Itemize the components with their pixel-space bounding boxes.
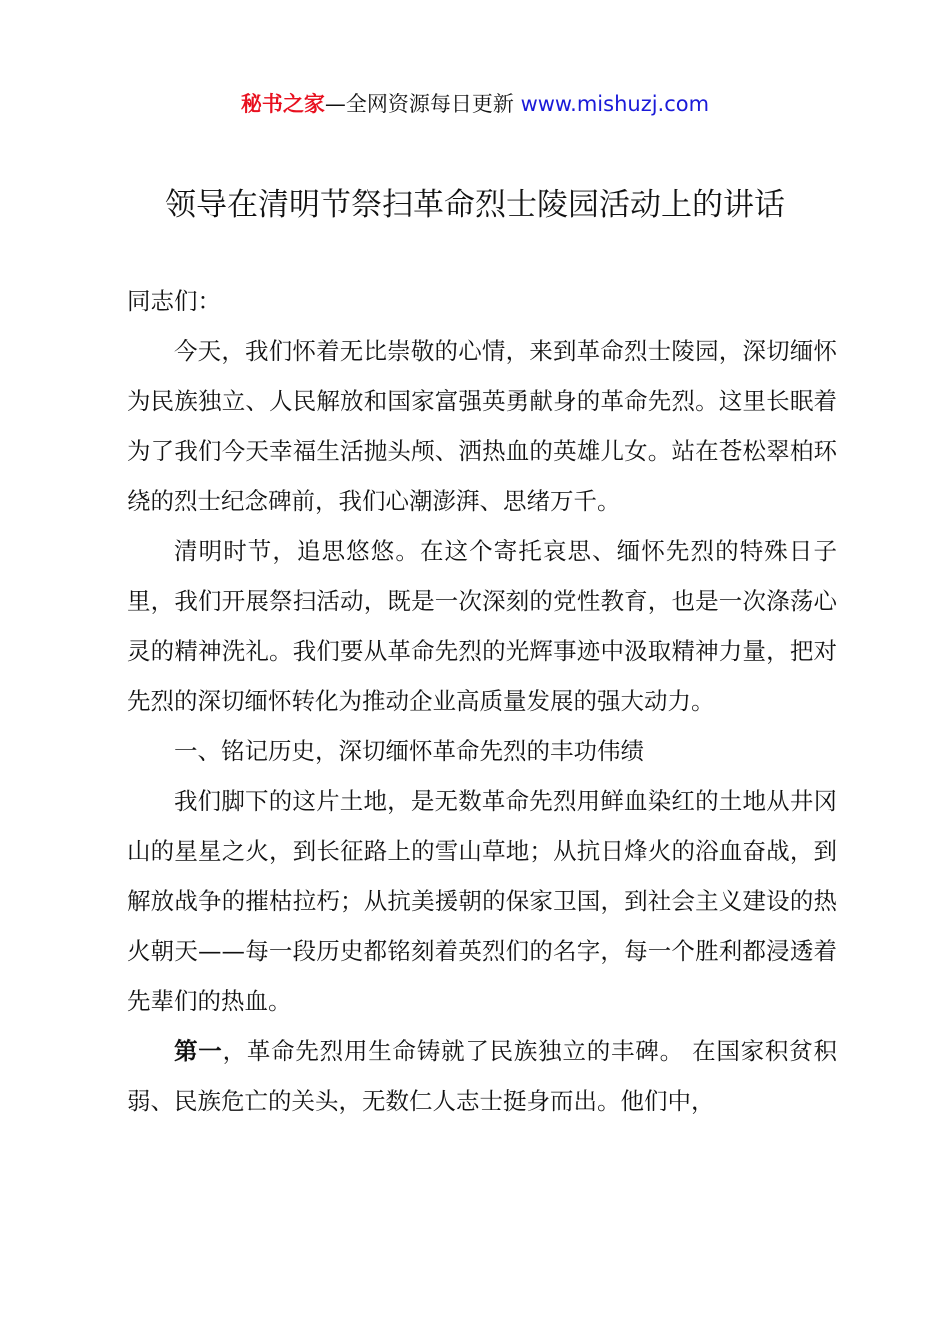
body-paragraph: 清明时节，追思悠悠。在这个寄托哀思、缅怀先烈的特殊日子里，我们开展祭扫活动，既是一次深刻的党性教育，也是一次涤荡心灵的精神洗礼。我们要从革命先烈的光辉事迹中汲取精神力量，把对先烈的深切缅怀转化为推动企业高质量发展的强大动力。 — [127, 537, 837, 715]
brand-name: 秘书之家 — [240, 92, 325, 116]
site-url-link[interactable]: www.mishuzj.com — [520, 92, 710, 116]
point-lead: 第一 — [174, 1037, 223, 1065]
document-title: 领导在清明节祭扫革命烈士陵园活动上的讲话 — [165, 187, 785, 223]
section-heading: 一、铭记历史，深切缅怀革命先烈的丰功伟绩 — [174, 737, 644, 765]
header-tagline: —全网资源每日更新 — [324, 92, 514, 116]
document-body — [127, 276, 837, 1126]
body-paragraph: 今天，我们怀着无比崇敬的心情，来到革命烈士陵园，深切缅怀为民族独立、人民解放和国家富强英勇献身的革命先烈。这里长眠着为了我们今天幸福生活抛头颅、洒热血的英雄儿女。站在苍松翠柏环绕的烈士纪念碑前，我们心潮澎湃、思绪万千。 — [127, 337, 837, 515]
point-text: ，革命先烈用生命铸就了民族独立的丰碑。 在国家积贫积弱、民族危亡的关头，无数仁人志士挺身而出。他们中， — [127, 1037, 837, 1115]
salutation: 同志们： — [127, 287, 221, 315]
point-paragraph — [127, 1026, 837, 1126]
body-paragraph: 我们脚下的这片土地，是无数革命先烈用鲜血染红的土地从井冈山的星星之火，到长征路上的雪山草地；从抗日烽火的浴血奋战，到解放战争的摧枯拉朽；从抗美援朝的保家卫国，到社会主义建设的热火朝天——每一段历史都铭刻着英烈们的名字，每一个胜利都浸透着先辈们的热血。 — [127, 787, 837, 1015]
site-header — [0, 88, 950, 120]
